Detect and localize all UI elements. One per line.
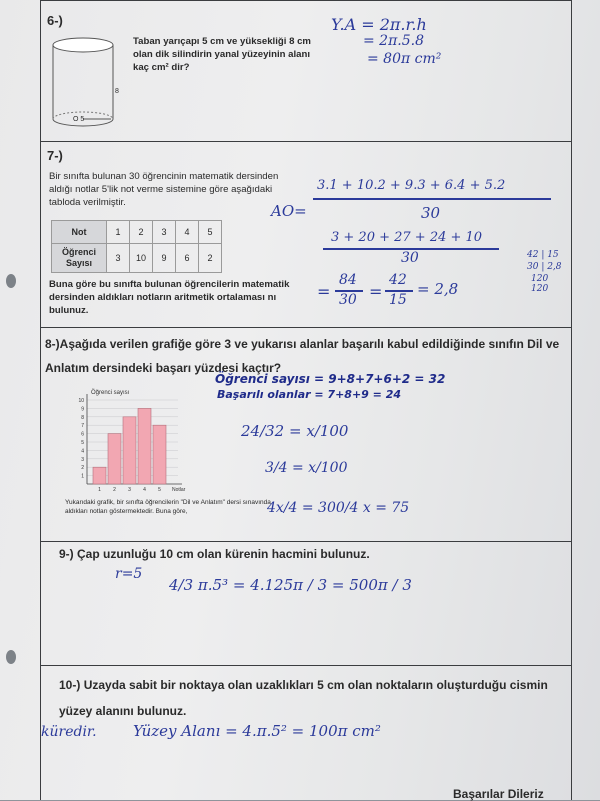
- chart-caption: Yukarıdaki grafik, bir sınıfta öğrencilerin "Dil ve Anlatım" dersi sınavında aldıkları notları göstermektedir. Buna göre,: [65, 499, 271, 515]
- y-tick-label: 3: [81, 456, 84, 463]
- fraction-bar: [313, 198, 551, 200]
- table-cell: 4: [176, 221, 199, 244]
- question-number: 7-): [47, 148, 63, 163]
- question-text: Çap uzunluğu 10 cm olan kürenin hacmini bulunuz.: [77, 547, 370, 561]
- y-tick-label: 6: [81, 431, 84, 438]
- side-calculation: 120: [531, 284, 549, 294]
- handwritten-step: Başarılı olanlar = 7+8+9 = 24: [217, 388, 401, 401]
- y-tick-label: 10: [78, 398, 84, 404]
- question-8-box: [40, 328, 572, 542]
- x-tick-label: 5: [158, 487, 161, 493]
- y-tick-label: 8: [81, 414, 84, 421]
- handwritten-denominator: 30: [401, 250, 419, 266]
- table-cell: 9: [153, 244, 176, 273]
- bar: [123, 417, 136, 484]
- handwritten-answer: küredir.: [41, 724, 97, 740]
- handwritten-ao-label: AO=: [271, 202, 307, 220]
- fraction-numerator: 42: [389, 272, 407, 288]
- handwritten-numerator: 3.1 + 10.2 + 9.3 + 6.4 + 5.2: [317, 178, 506, 193]
- y-tick-label: 1: [81, 473, 84, 480]
- question-number: 6-): [47, 13, 63, 28]
- handwritten-result: 4/3 π.5³ = 4.125π / 3 = 500π / 3: [169, 576, 412, 594]
- fraction-denominator: 15: [389, 292, 407, 308]
- handwritten-step: = 2π.5.8: [363, 33, 425, 49]
- question-text: Taban yarıçapı 5 cm ve yüksekliği 8 cm olan dik silindirin yanal yüzeyinin alanı kaç cm² dir?: [133, 36, 311, 73]
- handwritten-result: = 2,8: [417, 280, 459, 298]
- table-cell: 3: [153, 221, 176, 244]
- table-cell: 2: [199, 244, 222, 273]
- x-tick-label: 3: [128, 487, 131, 493]
- table-header: Not: [52, 221, 107, 244]
- question-text: Uzayda sabit bir noktaya olan uzaklıkları 5 cm olan noktaların oluşturduğu cismin yüzey alanını bulunuz.: [59, 678, 548, 718]
- grades-table: [51, 220, 222, 273]
- handwritten-denominator: 30: [421, 204, 441, 222]
- y-tick-label: 4: [81, 448, 84, 455]
- question-number: 9-): [59, 547, 74, 561]
- cylinder-height-label: 8: [115, 88, 119, 95]
- footer-text: Başarılar Dileriz: [453, 787, 544, 801]
- table-header: Öğrenci Sayısı: [52, 244, 107, 273]
- x-tick-label: 4: [143, 487, 146, 493]
- question-text: Buna göre bu sınıfta bulunan öğrencilerin matematik dersinden aldıkları notların aritmetik ortalaması nı bulunuz.: [49, 279, 290, 316]
- handwritten-result: = 80π cm²: [367, 51, 442, 67]
- question-number: 10-): [59, 678, 81, 692]
- table-cell: 10: [130, 244, 153, 273]
- fraction-numerator: 84: [339, 272, 357, 288]
- side-calculation: 120: [531, 274, 549, 284]
- x-tick-label: 2: [113, 487, 116, 493]
- question-7-box: 7-) Bir sınıfta bulunan 30 öğrencinin matematik dersinden aldığı notlar 5'lik not verme sistemine göre aşağıdaki tabloda verilmiştir. Not 1 2 3 4 5 Öğrenci Sayısı 3 10 9 6 2 Buna göre bu sınıfta bulunan öğrencilerin matematik dersinden aldıkları notların aritmetik ortalaması nı bulunuz. AO= 3.1 + 10.2 + 9.3 + 6.4 + 5.2 30 3 + 20 + 27 + 24 + 10 30 = 84 30 = 42 15 = 2,8 42 | 15 30 | 2,8 120 120: [40, 142, 572, 328]
- question-10-box: [40, 666, 572, 800]
- x-tick-label: 1: [98, 487, 101, 493]
- handwritten-step: Öğrenci sayısı = 9+8+7+6+2 = 32: [215, 372, 446, 386]
- punch-hole: [6, 650, 16, 664]
- question-intro: Bir sınıfta bulunan 30 öğrencinin matematik dersinden aldığı notlar 5'lik not verme sistemine göre aşağıdaki tabloda verilmiştir.: [49, 171, 279, 208]
- question-9-box: [40, 542, 572, 666]
- y-tick-label: 9: [81, 406, 84, 413]
- bar: [93, 467, 106, 484]
- y-tick-label: 2: [81, 465, 84, 472]
- bar: [138, 408, 151, 484]
- handwritten-step: 24/32 = x/100: [241, 422, 349, 440]
- table-cell: 5: [199, 221, 222, 244]
- question-6-box: [40, 0, 572, 142]
- y-tick-label: 7: [81, 423, 84, 430]
- handwritten-step: 3/4 = x/100: [265, 460, 348, 476]
- side-calculation: 42 | 15: [527, 250, 559, 260]
- handwritten-result: 4x/4 = 300/4 x = 75: [267, 500, 410, 516]
- table-cell: 3: [107, 244, 130, 273]
- table-cell: 2: [130, 221, 153, 244]
- side-calculation: 30 | 2,8: [527, 262, 562, 272]
- handwritten-step: r=5: [115, 566, 143, 582]
- table-cell: 1: [107, 221, 130, 244]
- cylinder-radius-label: O 5: [73, 116, 85, 123]
- question-number: 8-): [45, 337, 60, 351]
- punch-hole: [6, 274, 16, 288]
- handwritten-result: Yüzey Alanı = 4.π.5² = 100π cm²: [133, 722, 381, 740]
- bar: [108, 434, 121, 484]
- handwritten-numerator: 3 + 20 + 27 + 24 + 10: [331, 230, 483, 245]
- fraction-denominator: 30: [339, 292, 357, 308]
- handwritten-step: Y.A = 2π.r.h: [331, 15, 427, 34]
- grades-bar-chart: [59, 388, 239, 500]
- y-tick-label: 5: [81, 440, 84, 446]
- x-axis-label: Notlar: [172, 487, 186, 493]
- table-cell: 6: [176, 244, 199, 273]
- bar: [153, 425, 166, 484]
- question-text: Aşağıda verilen grafiğe göre 3 ve yukarısı alanlar başarılı kabul edildiğinde sınıfın Dil ve Anlatım dersindeki başarı yüzdesi kaçtır?: [45, 337, 560, 375]
- y-axis-label: Öğrenci sayısı: [91, 390, 130, 396]
